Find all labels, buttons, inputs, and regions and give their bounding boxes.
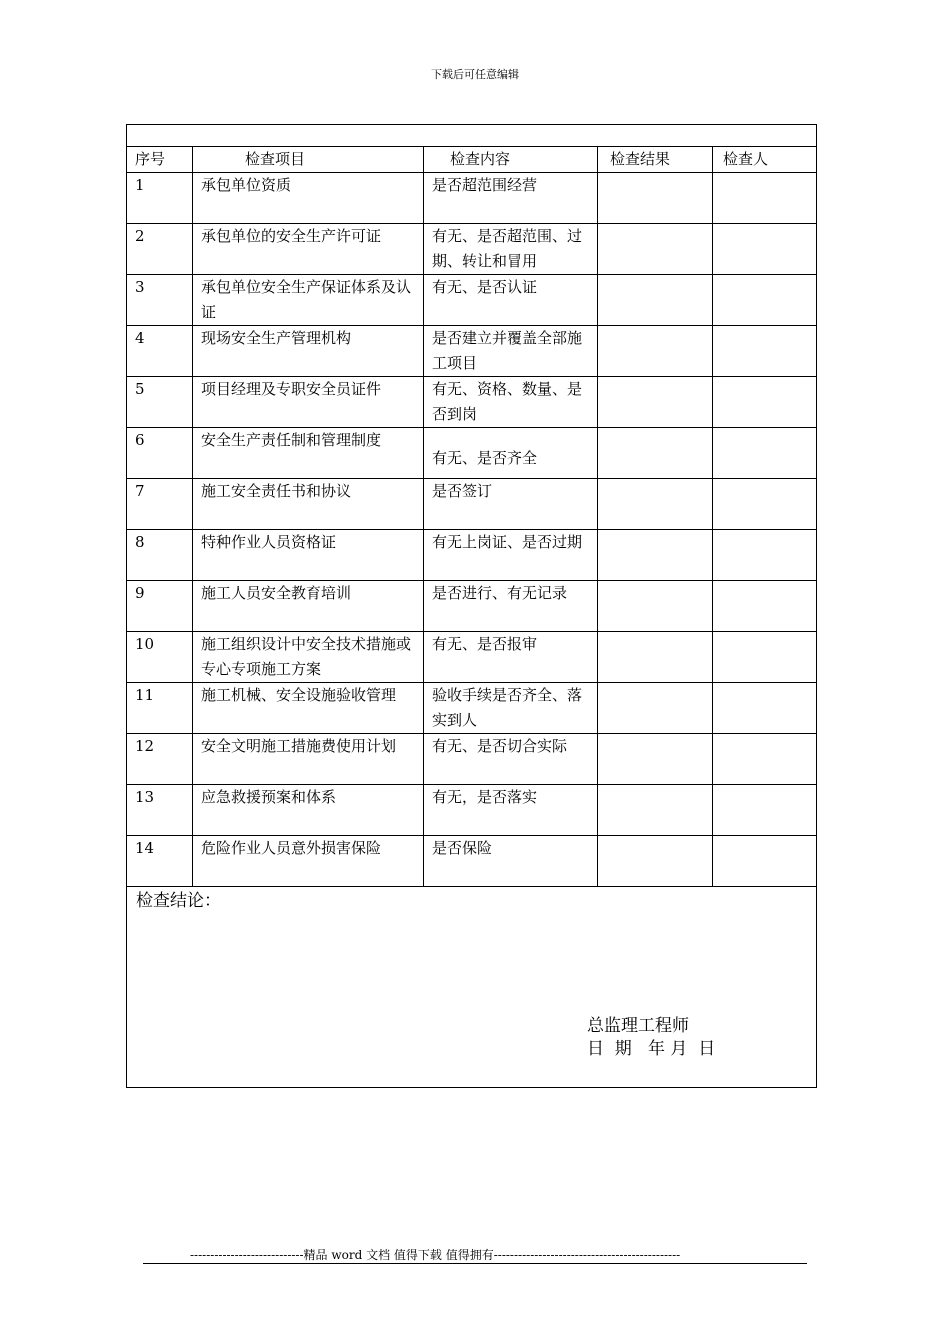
page-footer: ----------------------------精品 word 文档 值得下载 值得拥有---------------------------------------------- [190, 1248, 681, 1262]
row-content: 有无、是否报审 [424, 632, 598, 683]
row-inspector[interactable] [713, 785, 817, 836]
row-item: 施工机械、安全设施验收管理 [193, 683, 424, 734]
row-inspector[interactable] [713, 683, 817, 734]
table-row [127, 530, 817, 581]
table-row [127, 275, 817, 326]
row-no: 11 [127, 683, 193, 734]
row-item: 施工组织设计中安全技术措施或专心专项施工方案 [193, 632, 424, 683]
row-result[interactable] [598, 836, 713, 887]
row-result[interactable] [598, 275, 713, 326]
row-inspector[interactable] [713, 377, 817, 428]
row-inspector[interactable] [713, 428, 817, 479]
row-content: 有无、是否认证 [424, 275, 598, 326]
row-result[interactable] [598, 377, 713, 428]
row-result[interactable] [598, 530, 713, 581]
row-content: 是否保险 [424, 836, 598, 887]
footer-rule [143, 1263, 807, 1264]
row-content: 是否超范围经营 [424, 173, 598, 224]
row-no: 12 [127, 734, 193, 785]
row-inspector[interactable] [713, 530, 817, 581]
row-content [424, 428, 598, 479]
row-no: 8 [127, 530, 193, 581]
row-content: 是否建立并覆盖全部施工项目 [424, 326, 598, 377]
row-content: 有无、是否切合实际 [424, 734, 598, 785]
row-inspector[interactable] [713, 479, 817, 530]
row-inspector[interactable] [713, 275, 817, 326]
row-no: 6 [127, 428, 193, 479]
header-item: 检查项目 [193, 147, 424, 173]
row-content: 有无、资格、数量、是否到岗 [424, 377, 598, 428]
row-inspector[interactable] [713, 581, 817, 632]
row-content: 有无，是否落实 [424, 785, 598, 836]
table-row [127, 224, 817, 275]
row-inspector[interactable] [713, 173, 817, 224]
row-result[interactable] [598, 683, 713, 734]
row-item: 承包单位安全生产保证体系及认证 [193, 275, 424, 326]
row-content: 有无上岗证、是否过期 [424, 530, 598, 581]
table-blank-row [127, 125, 817, 147]
header-inspector: 检查人 [713, 147, 817, 173]
row-item: 安全文明施工措施费使用计划 [193, 734, 424, 785]
header-result: 检查结果 [598, 147, 713, 173]
table-row [127, 785, 817, 836]
row-content: 是否进行、有无记录 [424, 581, 598, 632]
blank-cell [127, 125, 817, 147]
row-item: 承包单位的安全生产许可证 [193, 224, 424, 275]
row-item: 承包单位资质 [193, 173, 424, 224]
row-no: 9 [127, 581, 193, 632]
table-row [127, 326, 817, 377]
inspection-table [126, 124, 817, 1088]
row-item: 施工安全责任书和协议 [193, 479, 424, 530]
row-result[interactable] [598, 581, 713, 632]
row-no: 3 [127, 275, 193, 326]
conclusion-row [127, 887, 817, 1088]
row-result[interactable] [598, 785, 713, 836]
row-no: 5 [127, 377, 193, 428]
row-result[interactable] [598, 734, 713, 785]
row-item: 应急救援预案和体系 [193, 785, 424, 836]
table-row [127, 632, 817, 683]
row-item: 项目经理及专职安全员证件 [193, 377, 424, 428]
table-row [127, 377, 817, 428]
table-row [127, 683, 817, 734]
row-item: 施工人员安全教育培训 [193, 581, 424, 632]
table-row [127, 581, 817, 632]
row-result[interactable] [598, 428, 713, 479]
header-content: 检查内容 [424, 147, 598, 173]
row-content-text: 有无、是否齐全 [432, 449, 538, 467]
row-result[interactable] [598, 479, 713, 530]
row-item: 现场安全生产管理机构 [193, 326, 424, 377]
row-item: 安全生产责任制和管理制度 [193, 428, 424, 479]
row-no: 10 [127, 632, 193, 683]
row-inspector[interactable] [713, 836, 817, 887]
row-result[interactable] [598, 173, 713, 224]
signer-label: 总监理工程师 [587, 1016, 689, 1036]
row-no: 4 [127, 326, 193, 377]
row-no: 7 [127, 479, 193, 530]
page-header: 下载后可任意编辑 [431, 68, 519, 81]
date-line: 日 期 年 月 日 [587, 1039, 716, 1059]
table-row [127, 479, 817, 530]
row-result[interactable] [598, 326, 713, 377]
row-content: 是否签订 [424, 479, 598, 530]
row-item: 危险作业人员意外损害保险 [193, 836, 424, 887]
table-row [127, 173, 817, 224]
row-inspector[interactable] [713, 734, 817, 785]
table-row [127, 734, 817, 785]
table-row [127, 836, 817, 887]
row-inspector[interactable] [713, 632, 817, 683]
row-result[interactable] [598, 632, 713, 683]
row-item: 特种作业人员资格证 [193, 530, 424, 581]
row-result[interactable] [598, 224, 713, 275]
table-header-row [127, 147, 817, 173]
row-no: 1 [127, 173, 193, 224]
row-no: 14 [127, 836, 193, 887]
header-no: 序号 [127, 147, 193, 173]
row-inspector[interactable] [713, 326, 817, 377]
conclusion-label: 检查结论： [136, 891, 221, 911]
row-content: 有无、是否超范围、过期、转让和冒用 [424, 224, 598, 275]
row-content: 验收手续是否齐全、落实到人 [424, 683, 598, 734]
table-row [127, 428, 817, 479]
row-inspector[interactable] [713, 224, 817, 275]
row-no: 13 [127, 785, 193, 836]
conclusion-cell[interactable] [127, 887, 817, 1088]
row-no: 2 [127, 224, 193, 275]
